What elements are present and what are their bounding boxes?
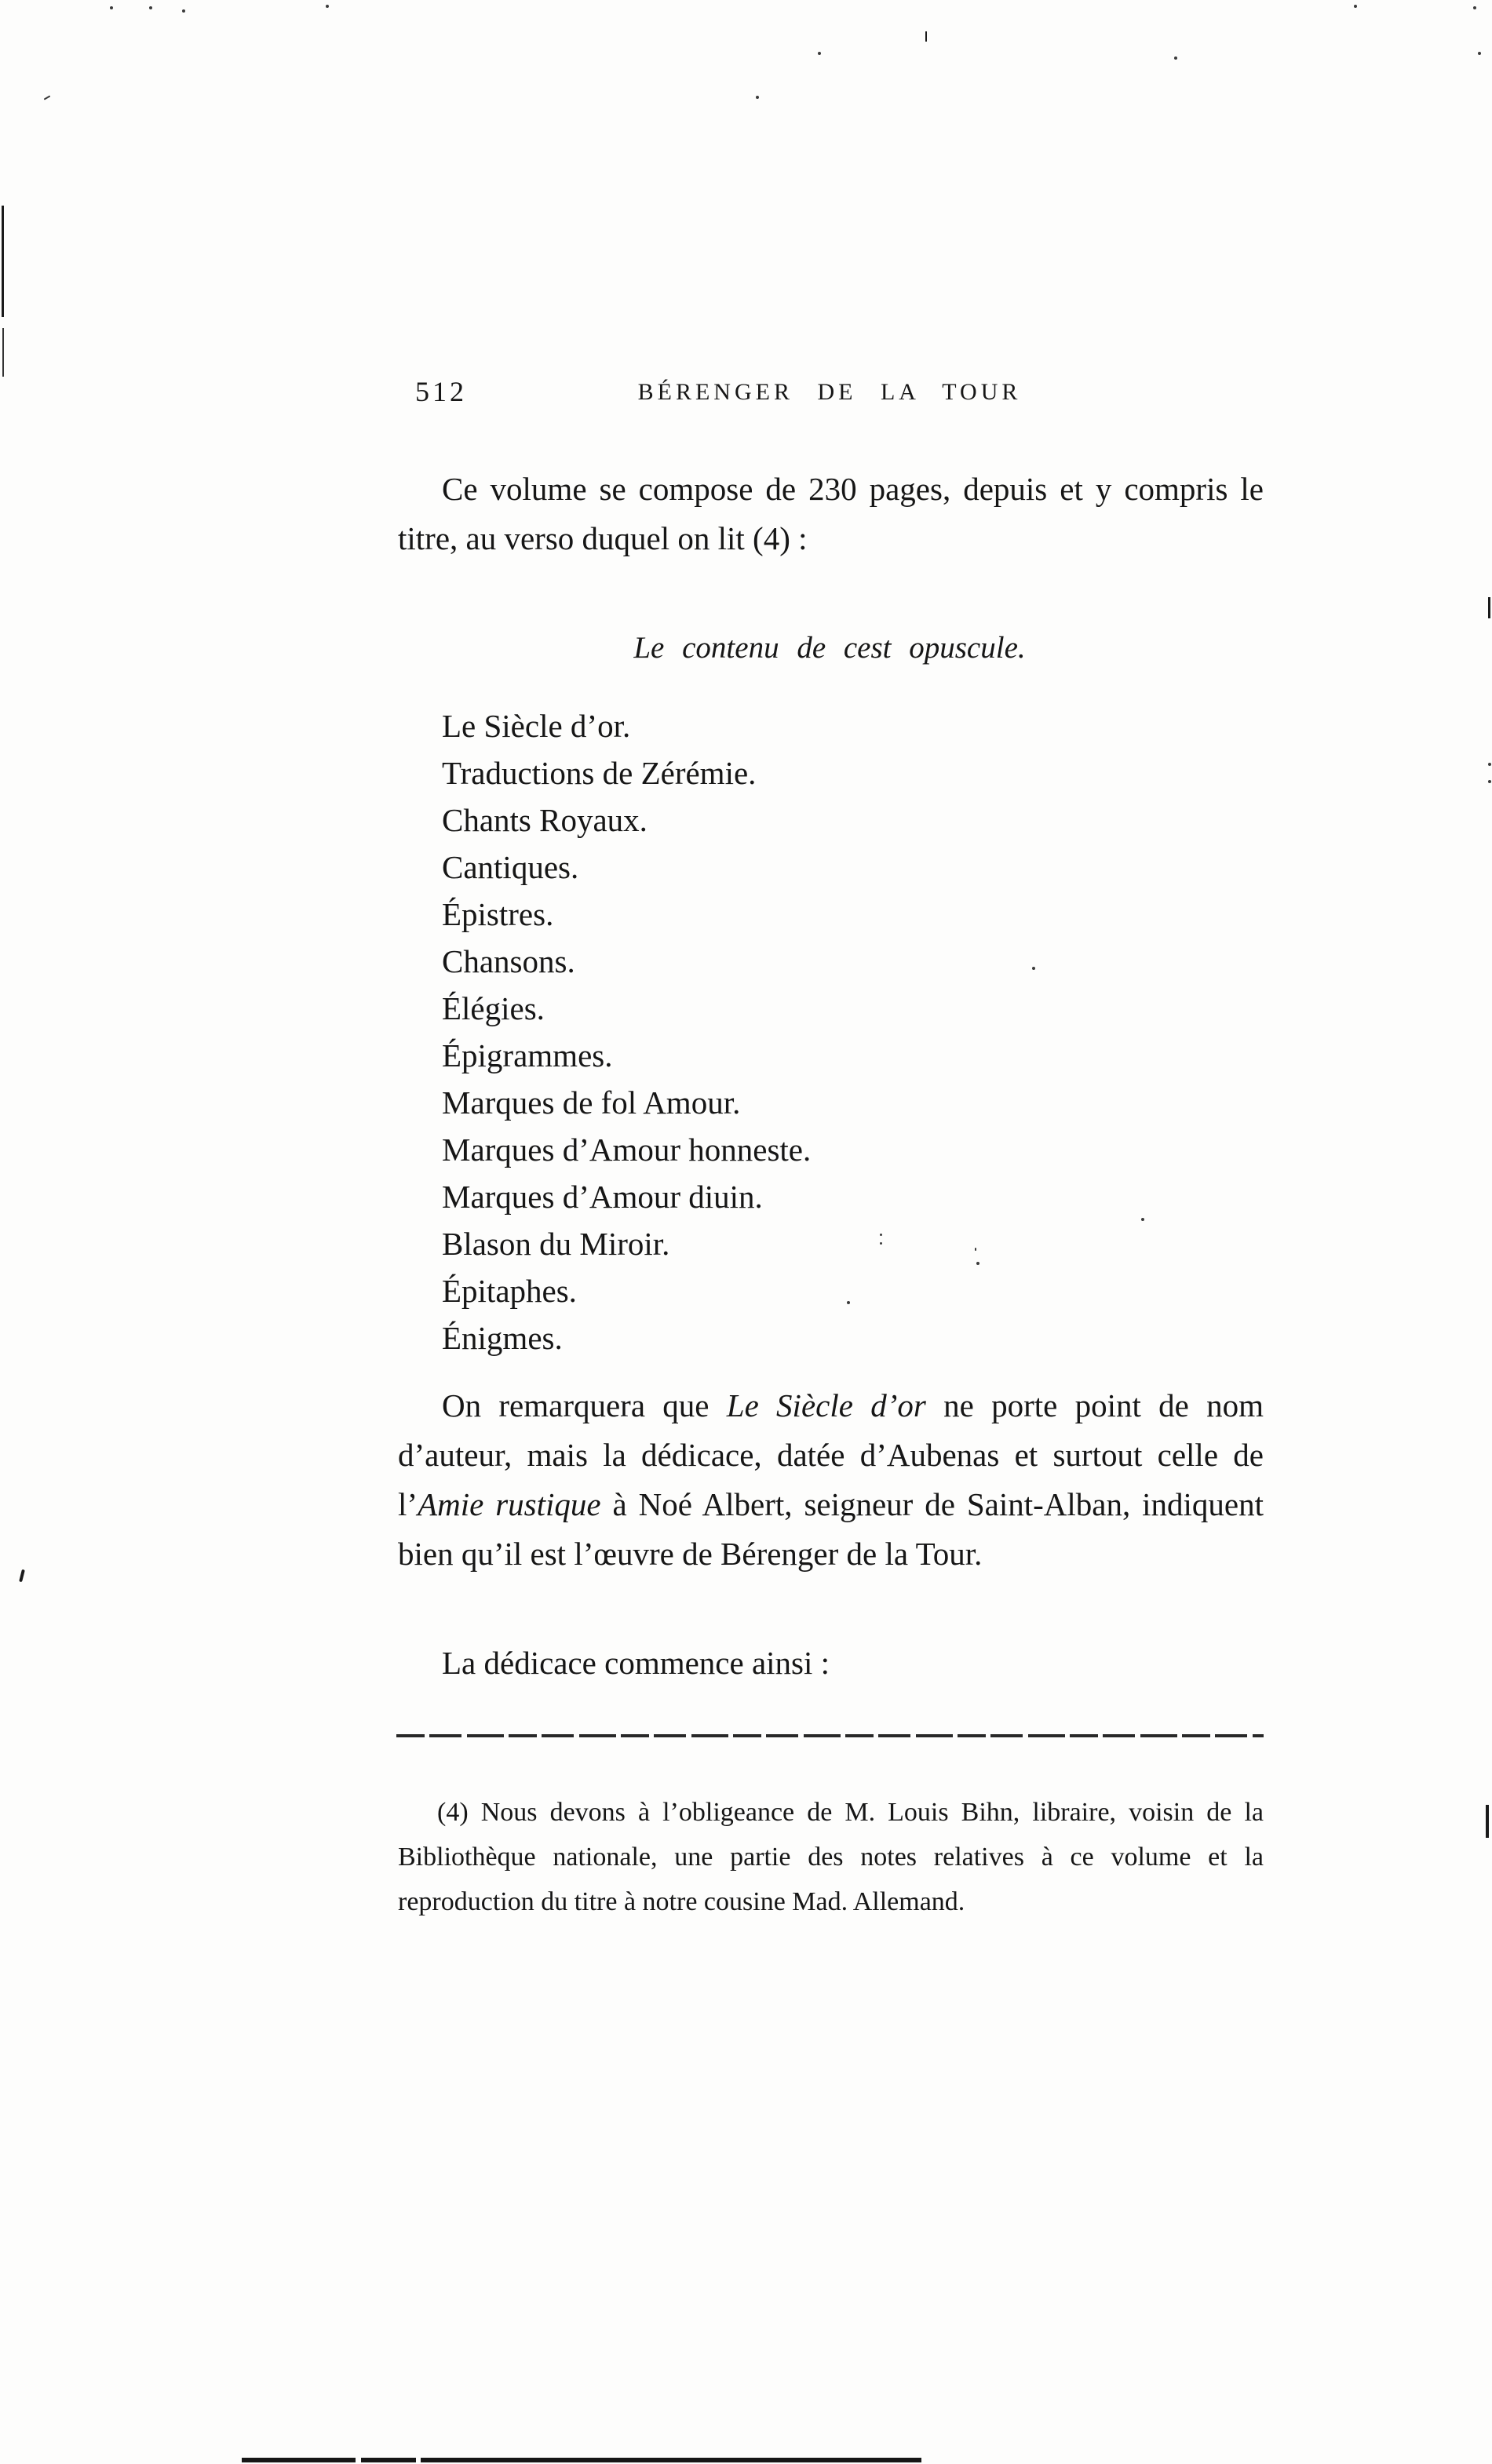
list-item: Chansons. xyxy=(442,943,575,979)
scan-speck xyxy=(1488,763,1491,766)
list-item: Marques d’Amour honneste. xyxy=(442,1132,812,1168)
scan-speck xyxy=(976,1262,979,1265)
scan-speck xyxy=(1032,967,1035,970)
scan-edge-tick xyxy=(1486,1805,1489,1838)
paragraph-dedicace: La dédicace commence ainsi : xyxy=(442,1645,830,1681)
list-item: Épistres. xyxy=(442,896,554,932)
scan-edge-line xyxy=(2,206,4,317)
work-title-mention: Le Siècle d’or xyxy=(726,1387,926,1423)
scan-speck xyxy=(110,6,113,9)
scan-speck xyxy=(1141,1218,1144,1221)
page-bottom-rule xyxy=(242,2458,921,2462)
list-item: Épitaphes. xyxy=(442,1273,577,1309)
scan-speck xyxy=(975,1248,976,1251)
scan-speck xyxy=(1174,56,1177,60)
contents-list xyxy=(442,702,811,1361)
scan-speck xyxy=(1488,780,1491,783)
scan-speck xyxy=(818,52,821,55)
footnote-separator-rule xyxy=(396,1734,1264,1737)
list-item: Le Siècle d’or. xyxy=(442,708,631,744)
running-header: BÉRENGER DE LA TOUR xyxy=(637,379,1022,405)
list-item: Énigmes. xyxy=(442,1320,563,1356)
scan-speck xyxy=(326,5,329,8)
list-item: Cantiques. xyxy=(442,849,579,885)
scan-speck xyxy=(149,6,152,9)
list-item: Chants Royaux. xyxy=(442,802,648,838)
scan-speck xyxy=(847,1301,850,1304)
text-run: ne porte point de nom d’auteur, mais la dédicace, datée d’Aubenas et surtout celle de l’ xyxy=(398,1387,1264,1522)
scan-tick xyxy=(925,31,927,42)
text-run: On remarquera que xyxy=(442,1387,727,1423)
page-number: 512 xyxy=(415,376,467,407)
list-item: Marques d’Amour diuin. xyxy=(442,1179,763,1215)
work-title-mention: Amie rustique xyxy=(418,1486,601,1522)
scan-speck xyxy=(182,9,185,13)
scan-speck xyxy=(1478,52,1481,55)
list-item: Blason du Miroir. xyxy=(442,1226,670,1262)
footnote: (4) Nous devons à l’obligeance de M. Louis Bihn, libraire, voisin de la Bibliothèque nationale, une partie des notes relatives à ce volume et la reproduction du titre à notre cousine Mad. Allemand. xyxy=(398,1798,1264,1916)
scan-speck xyxy=(880,1234,882,1236)
list-item: Élégies. xyxy=(442,990,545,1026)
scan-speck xyxy=(756,96,759,99)
scan-edge-tick xyxy=(1488,597,1490,618)
scan-speck xyxy=(44,95,51,100)
list-item: Épigrammes. xyxy=(442,1037,613,1073)
scan-apostrophe-mark xyxy=(19,1569,25,1582)
scan-edge-line xyxy=(2,328,4,377)
scan-speck xyxy=(1354,5,1357,8)
scan-speck xyxy=(1473,6,1476,9)
list-item: Marques de fol Amour. xyxy=(442,1084,741,1121)
paragraph-attribution xyxy=(398,1381,1264,1579)
scan-speck xyxy=(880,1242,882,1245)
section-title: Le contenu de cest opuscule. xyxy=(633,631,1026,665)
text-run: à Noé Albert, seigneur de Saint-Alban, indiquent bien qu’il est l’œuvre de Bérenger de la Tour. xyxy=(398,1486,1264,1572)
paragraph-intro: Ce volume se compose de 230 pages, depuis et y compris le titre, au verso duquel on lit (4) : xyxy=(398,471,1264,556)
list-item: Traductions de Zérémie. xyxy=(442,755,757,791)
